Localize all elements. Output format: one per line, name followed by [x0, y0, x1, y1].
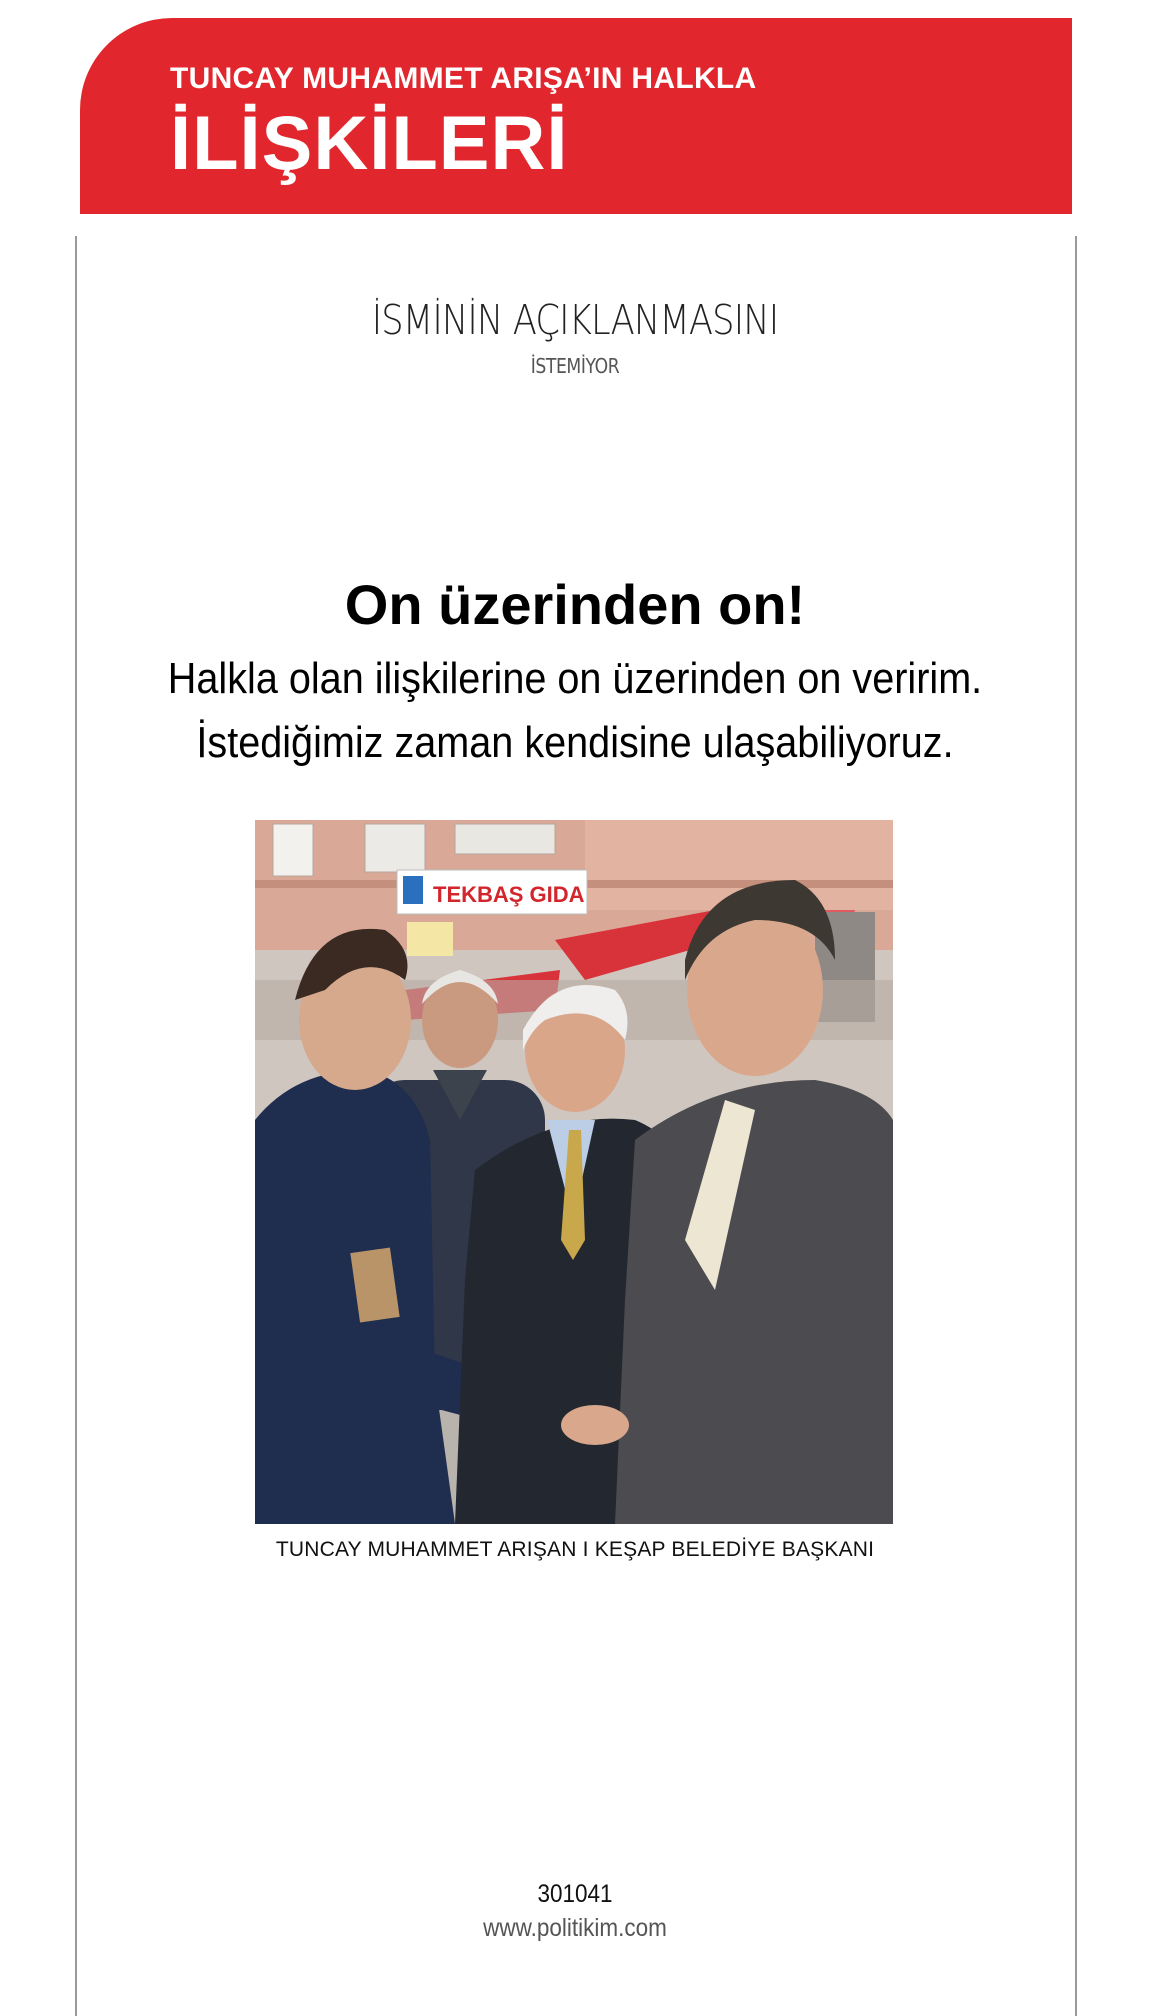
- quote-line-1: Halkla olan ilişkilerine on üzerinden on veririm.: [167, 654, 983, 703]
- website-link[interactable]: www.politikim.com: [483, 1914, 667, 1942]
- banner-title-line2: İLİŞKİLERİ: [170, 101, 569, 186]
- quote-line-2: İstediğimiz zaman kendisine ulaşabiliyoruz.: [196, 718, 954, 767]
- photo-illustration: [255, 820, 893, 1524]
- shop-sign-text: TEKBAŞ GIDA: [433, 882, 585, 907]
- header-banner: [80, 18, 1072, 214]
- respondent-name-sub: İSTEMİYOR: [530, 354, 620, 378]
- photo-caption: TUNCAY MUHAMMET ARIŞAN I KEŞAP BELEDİYE BAŞKANI: [275, 1538, 875, 1561]
- quote-headline: On üzerinden on!: [344, 573, 806, 636]
- respondent-name: İSMİNİN AÇIKLANMASINI: [371, 296, 779, 344]
- frame-right-border: [1075, 236, 1077, 2016]
- document-code: 301041: [537, 1880, 613, 1908]
- frame-left-border: [75, 236, 77, 2016]
- banner-title-line1: TUNCAY MUHAMMET ARIŞA’IN HALKLA: [170, 62, 757, 95]
- mayor-photo: [255, 820, 893, 1524]
